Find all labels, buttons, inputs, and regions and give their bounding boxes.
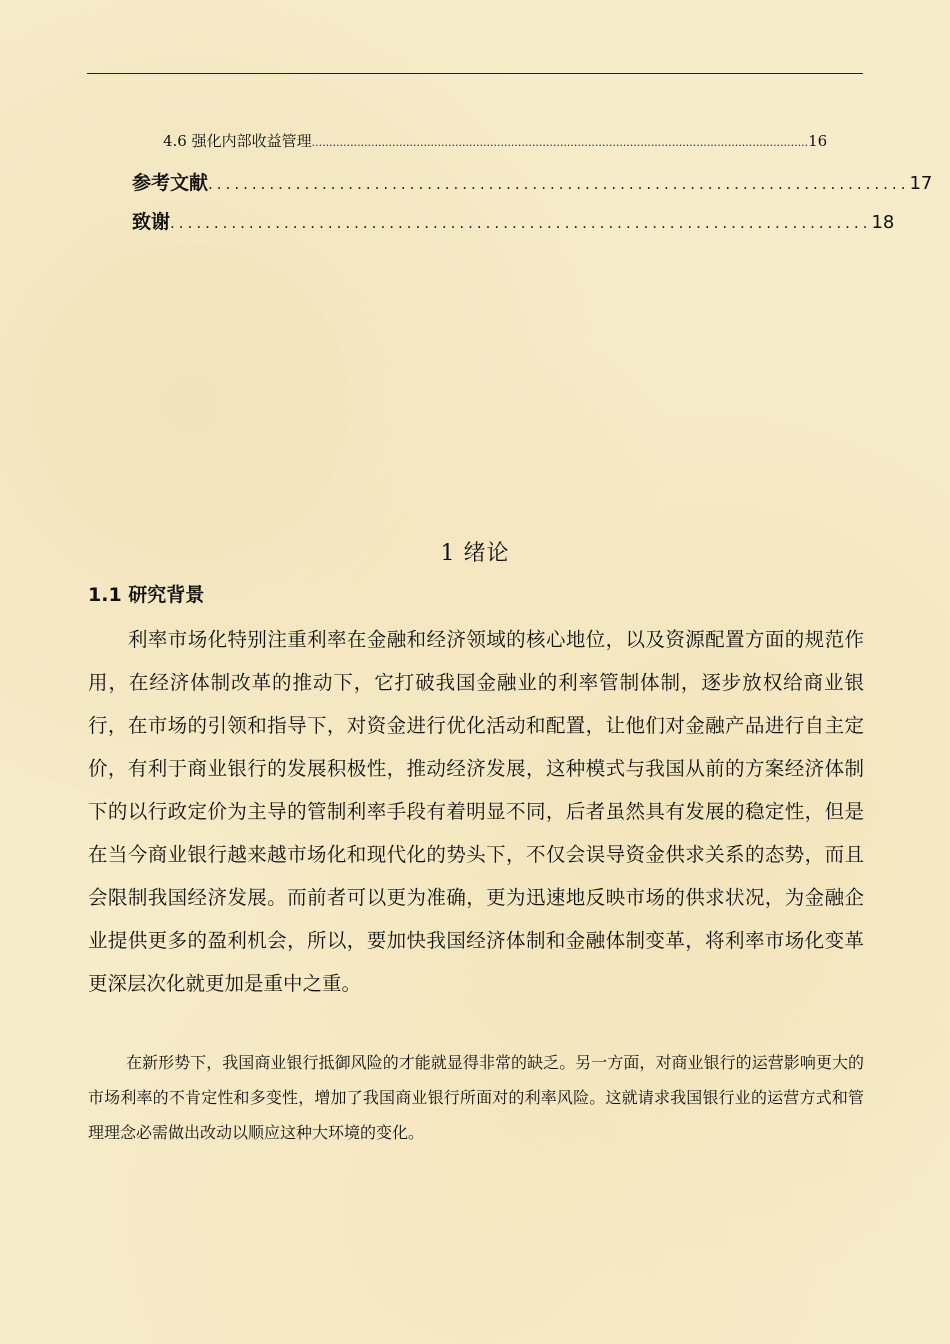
toc-entry-references[interactable] bbox=[132, 168, 933, 196]
toc-entry-4-6[interactable] bbox=[163, 130, 828, 152]
section-title: 1.1 研究背景 bbox=[88, 584, 205, 606]
toc-entry-label: 4.6 强化内部收益管理 bbox=[163, 132, 312, 150]
toc-page-number: 17 bbox=[909, 173, 933, 194]
body-paragraph: 在新形势下，我国商业银行抵御风险的才能就显得非常的缺乏。另一方面，对商业银行的运营影响更大的市场利率的不肯定性和多变性，增加了我国商业银行所面对的利率风险。这就请求我国银行业的运营方式和管理理念必需做出改动以顺应这种大环境的变化。 bbox=[88, 1053, 864, 1142]
toc-entry-acknowledgements[interactable] bbox=[132, 207, 895, 235]
toc-page-number: 16 bbox=[808, 132, 828, 150]
toc-dot-leader: ................................................................................ bbox=[208, 175, 910, 193]
header-rule bbox=[87, 73, 863, 74]
body-paragraph: 利率市场化特别注重利率在金融和经济领域的核心地位，以及资源配置方面的规范作用，在经济体制改革的推动下，它打破我国金融业的利率管制体制，逐步放权给商业银行，在市场的引领和指导下，对资金进行优化活动和配置，让他们对金融产品进行自主定价，有利于商业银行的发展积极性，推动经济发展，这种模式与我国从前的方案经济体制下的以行政定价为主导的管制利率手段有着明显不同，后者虽然具有发展的稳定性，但是在当今商业银行越来越市场化和现代化的势头下，不仅会误导资金供求关系的态势，而且会限制我国经济发展。而前者可以更为准确，更为迅速地反映市场的供求状况，为金融企业提供更多的盈利机会，所以，要加快我国经济体制和金融体制变革，将利率市场化变革更深层次化就更加是重中之重。 bbox=[88, 628, 864, 995]
toc-page-number: 18 bbox=[871, 212, 895, 233]
toc-entry-label: 致谢 bbox=[132, 211, 171, 233]
toc-entry-label: 参考文献 bbox=[132, 172, 209, 194]
toc-dot-leader: .............................................................................................................................................. bbox=[311, 136, 809, 149]
toc-dot-leader: ................................................................................ bbox=[170, 214, 872, 232]
chapter-title: 1 绪论 bbox=[440, 541, 510, 566]
